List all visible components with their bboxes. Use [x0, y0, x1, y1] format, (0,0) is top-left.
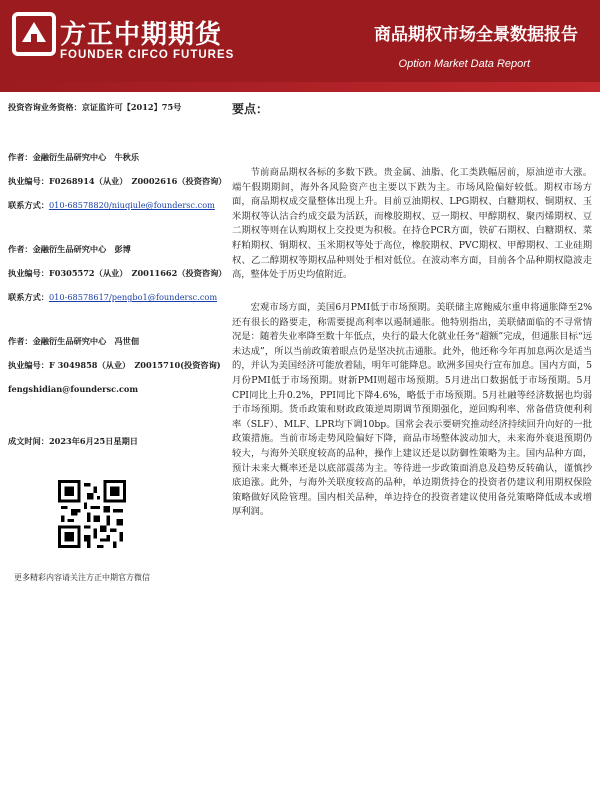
company-name-en: FOUNDER CIFCO FUTURES — [60, 49, 235, 61]
analyst-1-contact — [8, 200, 215, 211]
header-accent-bar — [0, 82, 600, 92]
analyst-3-author: 作者：金融衍生品研究中心 冯世佃 — [8, 336, 140, 346]
analyst-2-author: 作者：金融衍生品研究中心 彭博 — [8, 244, 131, 254]
founder-logo-icon — [12, 12, 56, 56]
report-title: 商品期权市场全景数据报告 — [374, 25, 578, 45]
contact-label: 联系方式： — [8, 292, 49, 302]
analyst-3-contact — [8, 384, 138, 394]
contact-label: 联系方式： — [8, 200, 49, 210]
license-text: 投资咨询业务资格：京证监许可【2012】75号 — [8, 102, 182, 112]
company-name-cn: 方正中期期货 — [60, 20, 223, 50]
analyst-1-email-link[interactable]: 010-68578820/niuqiule@foundersc.com — [48, 200, 215, 210]
analyst-3-email: fengshidian@foundersc.com — [8, 384, 139, 394]
qr-caption: 更多精彩内容请关注方正中期官方微信 — [14, 573, 150, 582]
key-point-paragraph-1: 节前商品期权各标的多数下跌。贵金属、油脂、化工类跌幅居前，原油逆市大涨。端午假期期间，海外各风险资产也主要以下跌为主。市场风险偏好较低。期权市场方面，商品期权成交量整体出现上升。目前豆油期权、LPG期权、白糖期权、铜期权、玉米期权等认沽合约成交最为活跃，而橡胶期权、豆一期权、甲醇期权、聚丙烯期权、豆二期权等则在认购期权上交投更为积极。在持仓PCR方面，铁矿石期权、白糖期权、菜籽粕期权、铜期权、玉米期权等处于高位，橡胶期权、PVC期权、甲醇期权、工业硅期权、乙二醇期权等期权品种则处于相对低位。在波动率方面，目前各个品种期权隐波走高，整体处于历史均值附近。 — [232, 167, 592, 281]
analyst-2-cert: 执业编号：F0305572（从业） Z0011662（投资咨询） — [8, 268, 227, 278]
report-header — [0, 0, 600, 82]
analyst-3-cert: 执业编号：F 3049858（从业） Z0015710(投资咨询) — [8, 360, 221, 370]
report-date: 成文时间：2023年6月25日星期日 — [8, 436, 138, 446]
analyst-1-cert: 执业编号：F0268914（从业） Z0002616（投资咨询） — [8, 176, 227, 186]
key-point-paragraph-2: 宏观市场方面，美国6月PMI低于市场预期。美联储主席鲍威尔重申将通胀降至2%还有很长的路要走，称需要提高利率以遏制通胀。他特别指出，美联储面临的不寻常情况是：随着失业率降至数十年低点，央行的最大化就业任务“超额”完成，但通胀目标“远未达成”，所以当前政策着眼点仍是坚决抗击通胀。此外，他还称今年再加息两次是适当的，并认为美国经济可能放着陆，明年可能降息。欧洲多国央行宣布加息。国内方面，5月份PMI低于市场预期。财新PMI则超市场预期。5月进出口数据低于市场预期。5月CPI同比上升0.2%，PPI同比下降4.6%，略低于市场预期。5月社融等经济数据也均弱于市场预期。货币政策和财政政策逆周期调节预期强化，逆回购利率、常备借贷便利利率（SLF）、MLF、LPR均下调10bp。国常会表示要研究推动经济持续回升向好的一批政策措施。当前市场走势风险偏好下降，商品市场整体波动加大，未来海外衰退预期仍较大，与海外关联度较高的品种，操作上建议还是以防御性策略为主。国内品种方面，预计未来大概率还是以底部震荡为主。等待进一步政策面消息及趋势反转确认，谨慎抄底追涨。此外，与海外关联度较高的品种，单边期货持仓的投资者仍建议利用期权保险策略做好风险管理。国内相关品种，单边持仓的投资者建议使用备兑策略降低成本或增厚利润。 — [232, 302, 592, 518]
analyst-1-author: 作者：金融衍生品研究中心 牛秋乐 — [8, 152, 140, 162]
wechat-qr-code[interactable] — [58, 480, 126, 548]
analyst-2-email-link[interactable]: 010-68578617/pengbo1@foundersc.com — [48, 292, 218, 302]
analyst-2-contact — [8, 292, 217, 303]
key-points-title: 要点： — [232, 102, 269, 116]
report-subtitle: Option Market Data Report — [398, 58, 530, 70]
